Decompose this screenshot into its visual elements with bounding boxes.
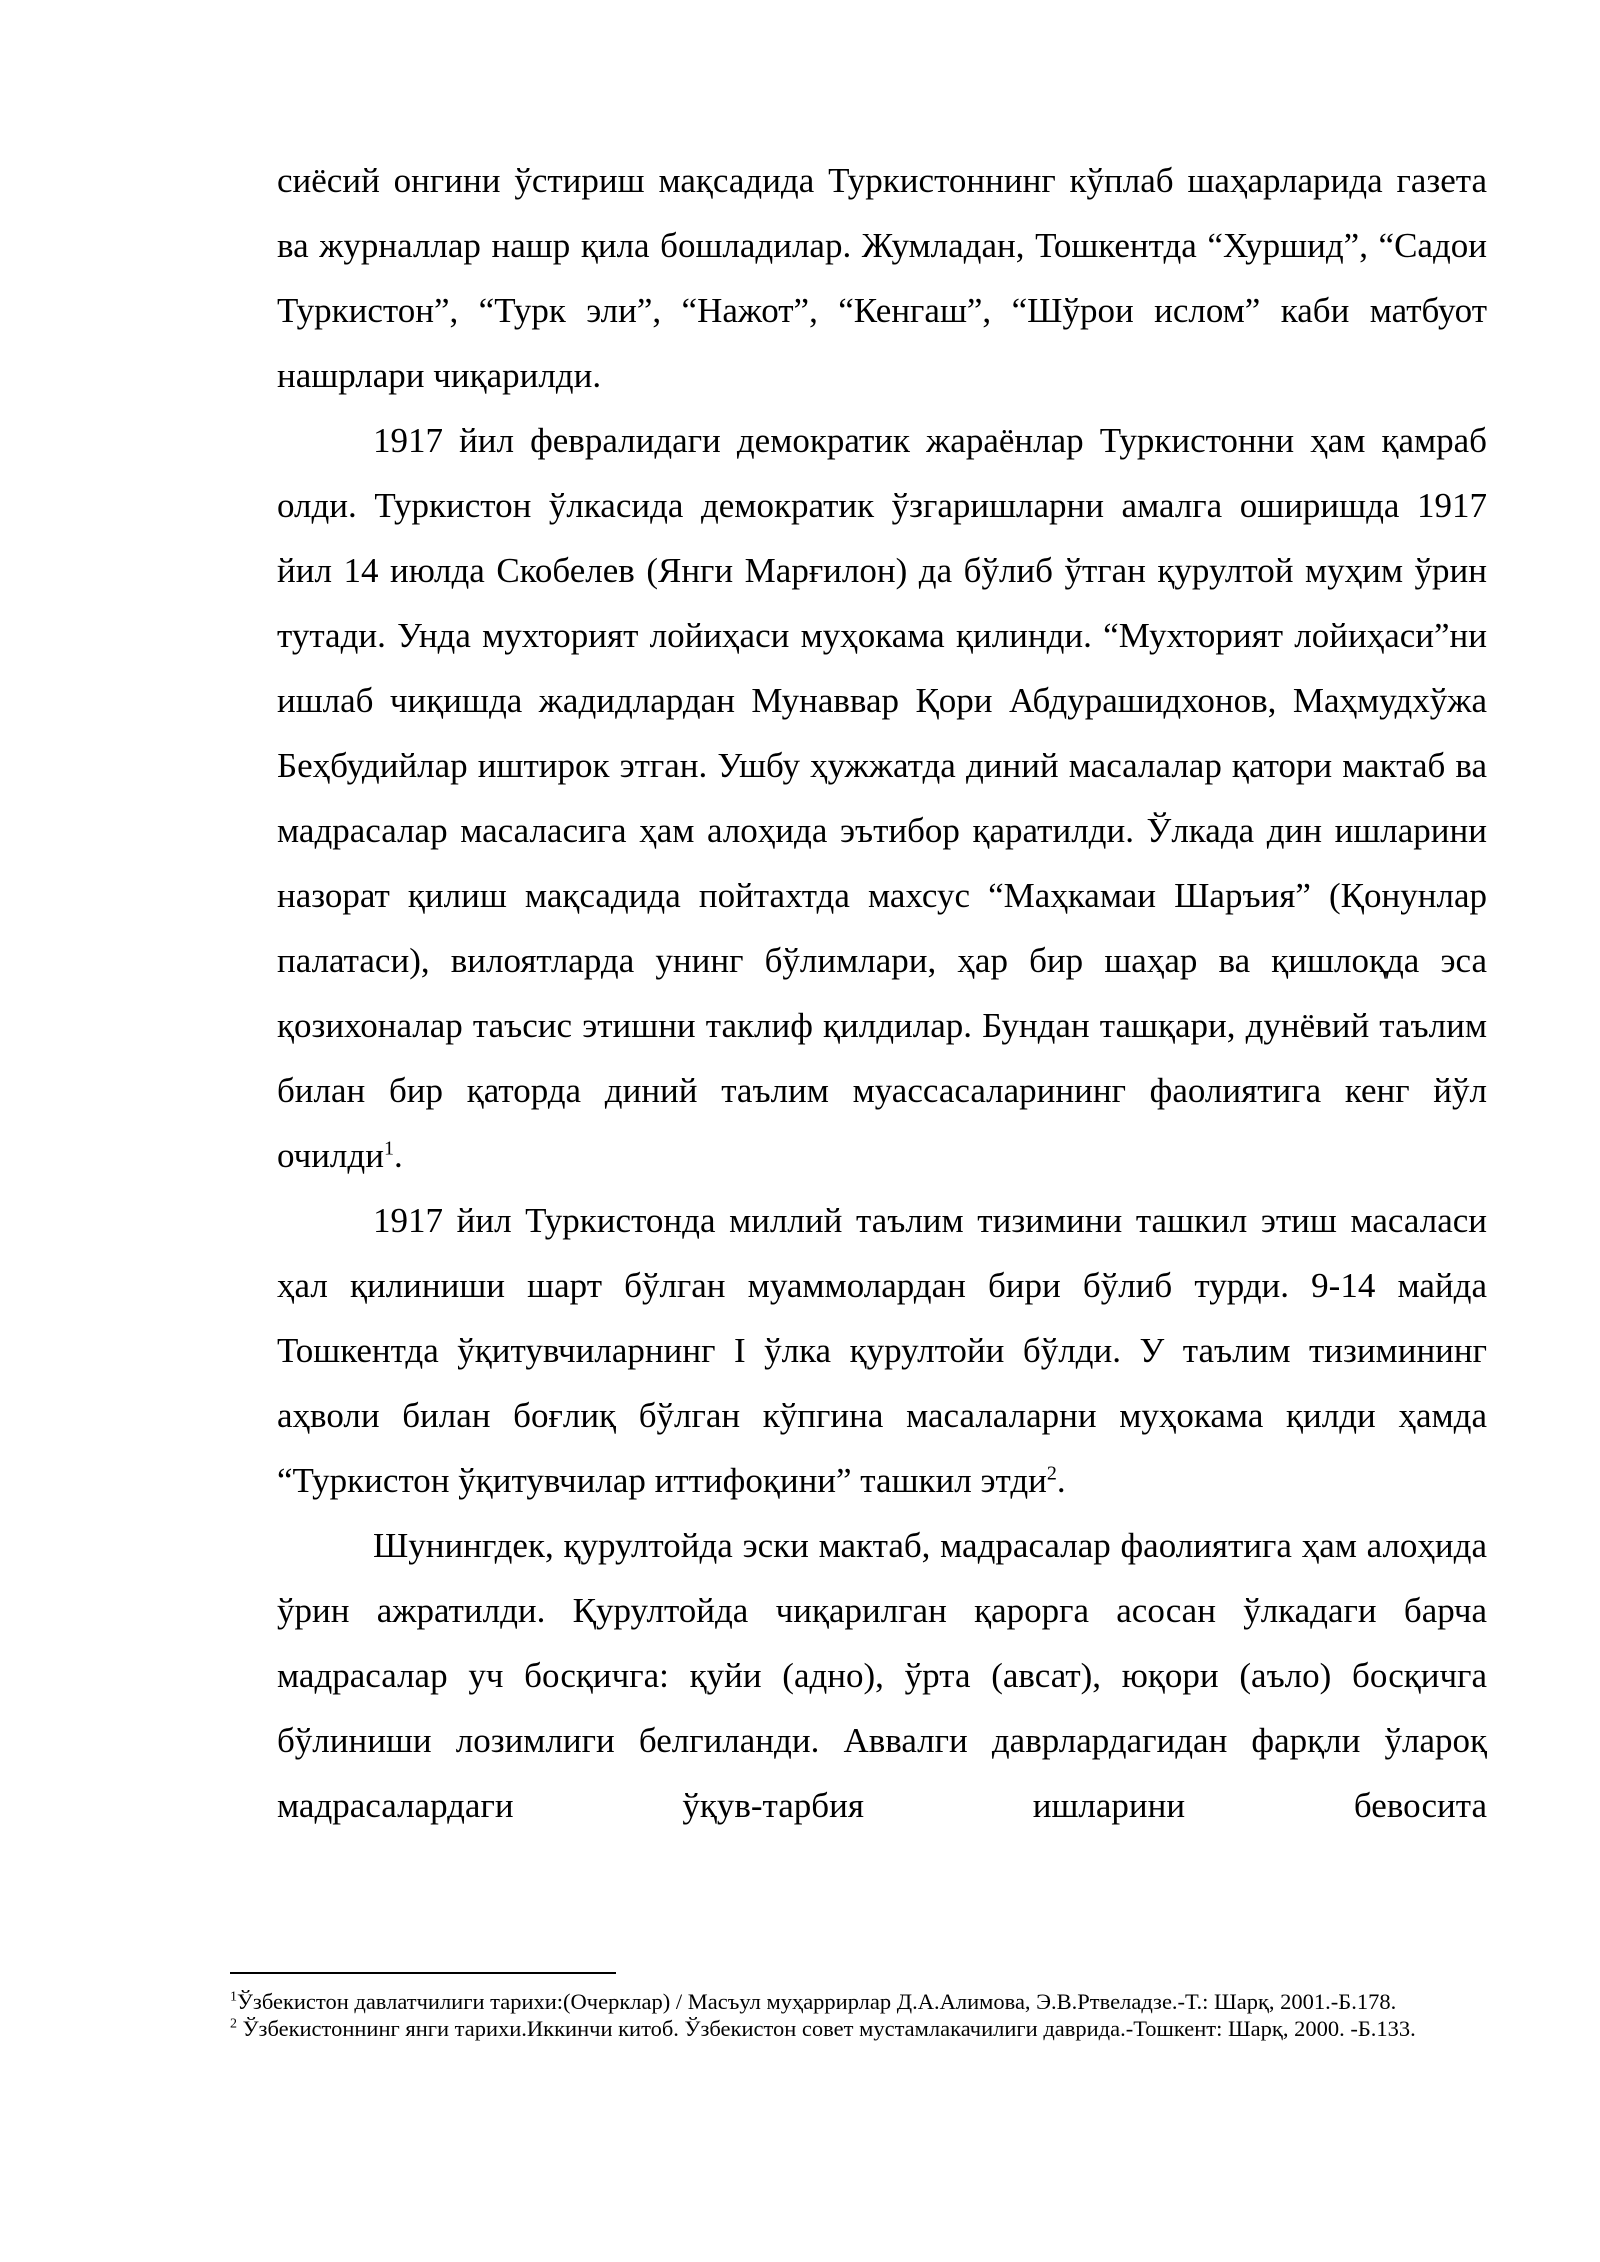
paragraph-text: 1917 йил февралидаги демократик жараёнлар Туркистонни ҳам қамраб олди. Туркистон ўлкасида демократик ўзгаришларни амалга оширишда 1917 йил 14 июлда Скобелев (Янги Марғилон) да бўлиб ўтган қурултой муҳим ўрин тутади. Унда мухторият лойиҳаси муҳокама қилинди. “Мухторият лойиҳаси”ни ишлаб чиқишда жадидлардан Мунаввар Қори Абдурашидхонов, Маҳмудхўжа Беҳбудийлар иштирок этган. Ушбу ҳужжатда диний масалалар қатори мактаб ва мадрасалар масаласига ҳам алоҳида эътибор қаратилди. Ўлкада дин ишларини назорат қилиш мақсадида пойтахтда махсус “Маҳкамаи Шаръия” (Қонунлар палатаси), вилоятларда унинг бўлимлари, ҳар бир шаҳар ва қишлоқда эса қозихоналар таъсис этишни таклиф қилдилар. Бундан ташқари, дунёвий таълим билан бир қаторда диний таълим муассасаларининг фаолиятига кенг йўл очилди [277,421,1487,1175]
footnote-reference-1[interactable]: 1 [383,1137,394,1160]
footnote-item [230,1988,1487,2015]
paragraph-february-1917 [277,408,1487,1188]
paragraph-continuation [277,148,1487,408]
paragraph-text: Шунингдек, қурултойда эски мактаб, мадрасалар фаолиятига ҳам алоҳида ўрин ажратилди. Қурултойда чиқарилган қарорга асосан ўлкадаги барча мадрасалар уч босқичга: қуйи (адно), ўрта (авсат), юқори (аъло) босқичга бўлиниши лозимлиги белгиланди. Аввалги даврлардагидан фарқли ўлароқ мадрасалардаги ўқув-тарбия ишларини бевосита [277,1526,1487,1825]
paragraph-tail: . [393,1136,403,1175]
footnote-mark: 2 [230,2016,237,2032]
footnote-item [230,2015,1487,2042]
footnote-text: Ўзбекистоннинг янги тарихи.Иккинчи китоб. Ўзбекистон совет мустамлакачилиги даврида.-Тошкент: Шарқ, 2000. -Б.133. [237,2016,1416,2041]
footnote-text: Ўзбекистон давлатчилиги тарихи:(Очерклар) / Масъул муҳаррирлар Д.А.Алимова, Э.В.Ртвеладзе.-Т.: Шарқ, 2001.-Б.178. [237,1989,1397,2014]
footnote-reference-2[interactable]: 2 [1046,1462,1057,1485]
footnotes [230,1988,1487,2042]
paragraph-tail: . [1056,1461,1066,1500]
paragraph-education-system [277,1188,1487,1513]
paragraph-text: сиёсий онгини ўстириш мақсадида Туркистоннинг кўплаб шаҳарларида газета ва журналлар нашр қила бошладилар. Жумладан, Тошкентда “Хуршид”, “Садои Туркистон”, “Турк эли”, “Нажот”, “Кенгаш”, “Шўрои ислом” каби матбуот нашрлари чиқарилди. [277,161,1487,395]
main-text [277,148,1487,1838]
paragraph-madrasas [277,1513,1487,1838]
paragraph-text: 1917 йил Туркистонда миллий таълим тизимини ташкил этиш масаласи ҳал қилиниши шарт бўлган муаммолардан бири бўлиб турди. 9-14 майда Тошкентда ўқитувчиларнинг I ўлка қурултойи бўлди. У таълим тизимининг аҳволи билан боғлиқ бўлган кўпгина масалаларни муҳокама қилди ҳамда “Туркистон ўқитувчилар иттифоқини” ташкил этди [277,1201,1487,1500]
footnote-mark: 1 [230,1989,237,2005]
footnote-separator [230,1972,616,1974]
